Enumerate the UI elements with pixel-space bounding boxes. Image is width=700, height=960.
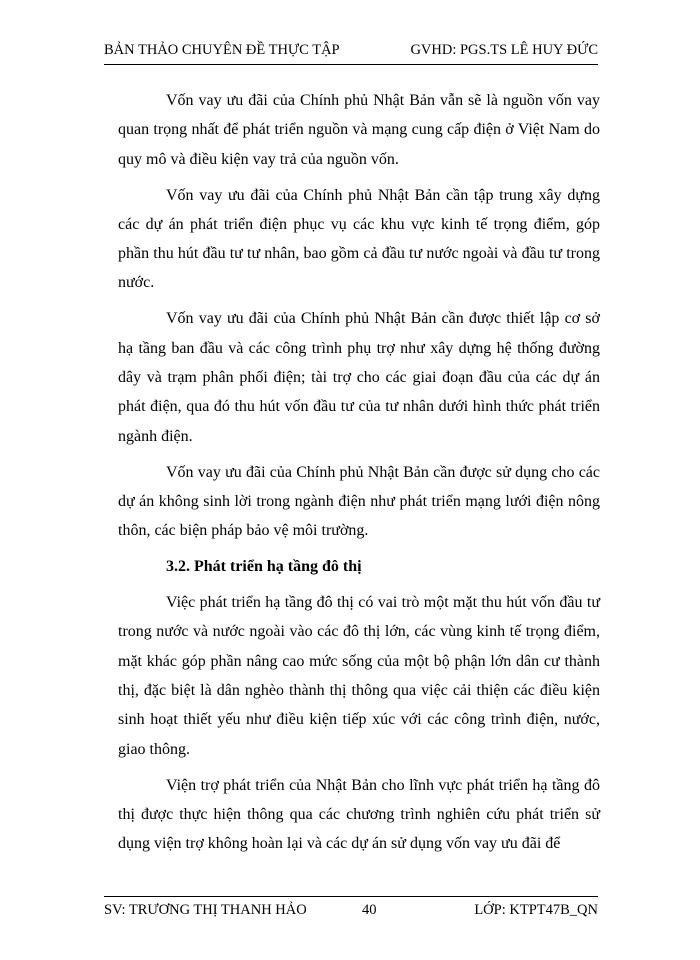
paragraph: Vốn vay ưu đãi của Chính phủ Nhật Bản cần tập trung xây dựng các dự án phát triển điện phục vụ các khu vực kinh tế trọng điểm, góp phần thu hút đầu tư tư nhân, bao gồm cả đầu tư nước ngoài và đầu tư trong nước. <box>118 186 600 292</box>
paragraph: Việc phát triển hạ tầng đô thị có vai trò một mặt thu hút vốn đầu tư trong nước và nước ngoài vào các đô thị lớn, các vùng kinh tế trọng điểm, mặt khác góp phần nâng cao mức sống của một bộ phận lớn dân cư thành thị, đặc biệt là dân nghèo thành thị thông qua việc cải thiện các điều kiện sinh hoạt thiết yếu như điều kiện tiếp xúc với các công trình điện, nước, giao thông. <box>118 594 600 758</box>
page-footer <box>104 896 598 921</box>
header-advisor: GVHD: PGS.TS LÊ HUY ĐỨC <box>410 42 598 58</box>
paragraph: Viện trợ phát triển của Nhật Bản cho lĩnh vực phát triển hạ tầng đô thị được thực hiện thông qua các chương trình nghiên cứu phát triển sử dụng viện trợ không hoàn lại và các dự án sử dụng vốn vay ưu đãi để <box>118 776 600 853</box>
page-number: 40 <box>362 902 377 918</box>
document-body <box>118 86 600 865</box>
paragraph: Vốn vay ưu đãi của Chính phủ Nhật Bản cần được thiết lập cơ sở hạ tầng ban đầu và các công trình phụ trợ như xây dựng hệ thống đường dây và trạm phân phối điện; tài trợ cho các giai đoạn đầu của các dự án phát điện, qua đó thu hút vốn đầu tư của tư nhân dưới hình thức phát triển ngành điện. <box>118 310 600 445</box>
footer-class: LỚP: KTPT47B_QN <box>474 902 598 918</box>
paragraph: Vốn vay ưu đãi của Chính phủ Nhật Bản vẫn sẽ là nguồn vốn vay quan trọng nhất để phát triển nguồn và mạng cung cấp điện ở Việt Nam do quy mô và điều kiện vay trả của nguồn vốn. <box>118 92 600 168</box>
section-heading: 3.2. Phát triển hạ tầng đô thị <box>166 558 362 576</box>
header-title: BẢN THẢO CHUYÊN ĐỀ THỰC TẬP <box>104 42 340 58</box>
paragraph: Vốn vay ưu đãi của Chính phủ Nhật Bản cần được sử dụng cho các dự án không sinh lời trong ngành điện như phát triển mạng lưới điện nông thôn, các biện pháp bảo vệ môi trường. <box>118 463 600 540</box>
footer-student: SV: TRƯƠNG THỊ THANH HẢO <box>104 902 307 918</box>
page-header <box>104 42 598 65</box>
